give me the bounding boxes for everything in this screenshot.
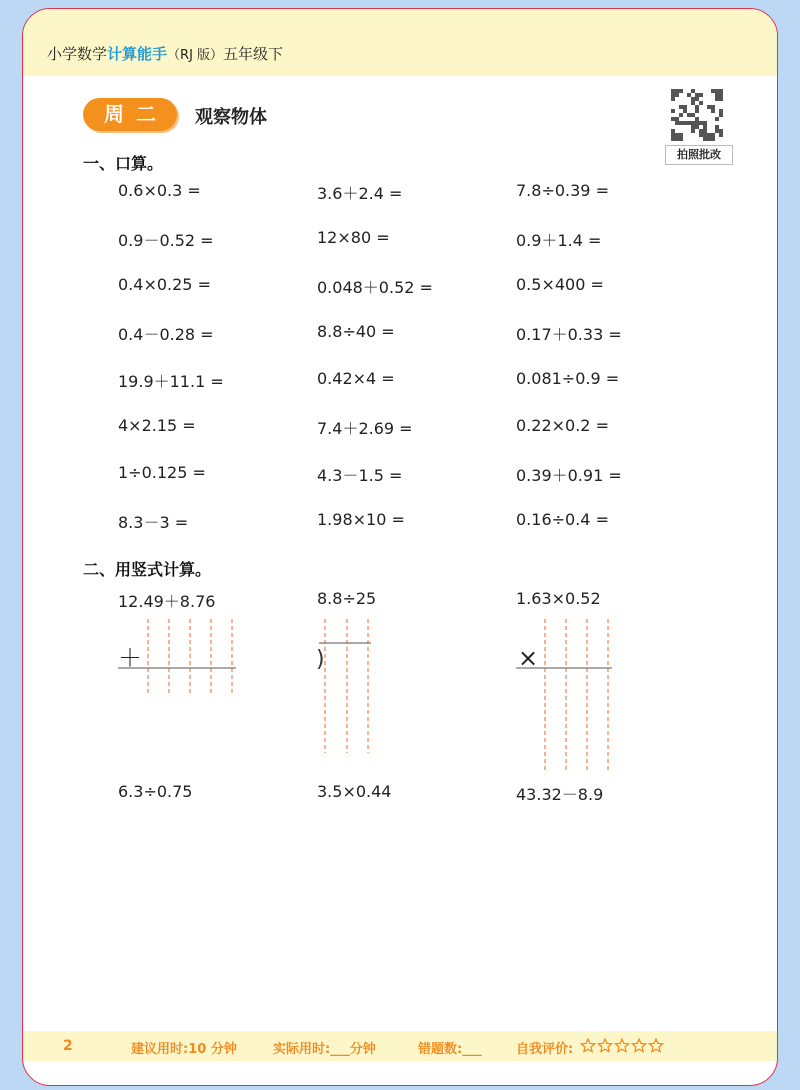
oral-problem: 12×80 =	[317, 228, 390, 247]
oral-problem: 19.9＋11.1 =	[118, 372, 224, 391]
vertical-work-area	[23, 9, 778, 1086]
star-icon[interactable]	[598, 1039, 611, 1052]
star-icon[interactable]	[649, 1039, 662, 1052]
vertical-problem-6: 43.32－8.9	[516, 785, 604, 804]
footer-bar	[23, 1031, 777, 1061]
book-grade: 五年级下	[223, 45, 284, 63]
oral-problem: 0.081÷0.9 =	[516, 369, 620, 388]
oral-problem: 7.4＋2.69 =	[317, 419, 413, 438]
page-number: 2	[63, 1038, 73, 1054]
oral-problem: 4.3－1.5 =	[317, 466, 403, 485]
section1-title: 一、口算。	[83, 154, 164, 173]
lesson-topic: 观察物体	[195, 107, 267, 128]
oral-problem: 0.5×400 =	[516, 275, 604, 294]
worksheet-page	[22, 8, 778, 1086]
oral-problem: 0.16÷0.4 =	[516, 510, 609, 529]
actual-time: 实际用时:___分钟	[273, 1042, 376, 1057]
vertical-problem-3: 1.63×0.52	[516, 589, 601, 608]
qr-label: 拍照批改	[665, 145, 733, 165]
multiplication-guide-lines	[545, 619, 608, 773]
oral-problem: 0.9－0.52 =	[118, 231, 214, 250]
vertical-problem-4: 6.3÷0.75	[118, 782, 193, 801]
vertical-problem-5: 3.5×0.44	[317, 782, 392, 801]
error-count: 错题数:___	[418, 1042, 482, 1057]
book-edition: （RJ 版）	[167, 48, 224, 63]
book-brand: 计算能手	[107, 45, 168, 63]
suggested-time: 建议用时:10 分钟	[131, 1042, 237, 1057]
oral-problem: 8.8÷40 =	[317, 322, 395, 341]
oral-problem: 0.39＋0.91 =	[516, 466, 622, 485]
times-sign: ×	[518, 644, 539, 672]
oral-problem: 1÷0.125 =	[118, 463, 206, 482]
vertical-problem-1: 12.49＋8.76	[118, 592, 216, 611]
oral-problem: 0.17＋0.33 =	[516, 325, 622, 344]
oral-problem: 0.9＋1.4 =	[516, 231, 602, 250]
oral-problem: 4×2.15 =	[118, 416, 196, 435]
oral-problem: 0.4×0.25 =	[118, 275, 211, 294]
division-bracket: )	[316, 647, 325, 672]
oral-problem: 0.6×0.3 =	[118, 181, 201, 200]
addition-guide-lines	[148, 619, 232, 693]
oral-problem: 7.8÷0.39 =	[516, 181, 609, 200]
oral-problem: 3.6＋2.4 =	[317, 184, 403, 203]
day-badge: 周二	[83, 98, 177, 131]
oral-problem: 8.3－3 =	[118, 513, 189, 532]
division-guide-lines	[325, 619, 368, 753]
section2-title: 二、用竖式计算。	[83, 560, 212, 579]
oral-problem: 0.22×0.2 =	[516, 416, 609, 435]
oral-problem: 1.98×10 =	[317, 510, 405, 529]
oral-problem: 0.42×4 =	[317, 369, 395, 388]
rating-stars[interactable]	[580, 1038, 670, 1054]
plus-sign: ＋	[118, 644, 142, 672]
star-icon[interactable]	[615, 1039, 628, 1052]
oral-problem: 0.048＋0.52 =	[317, 278, 433, 297]
vertical-problem-2: 8.8÷25	[317, 589, 377, 608]
star-icon[interactable]	[581, 1039, 594, 1052]
star-icon[interactable]	[632, 1039, 645, 1052]
oral-problem: 0.4－0.28 =	[118, 325, 214, 344]
book-title-prefix: 小学数学	[47, 45, 108, 63]
self-evaluation-label: 自我评价:	[516, 1042, 574, 1057]
